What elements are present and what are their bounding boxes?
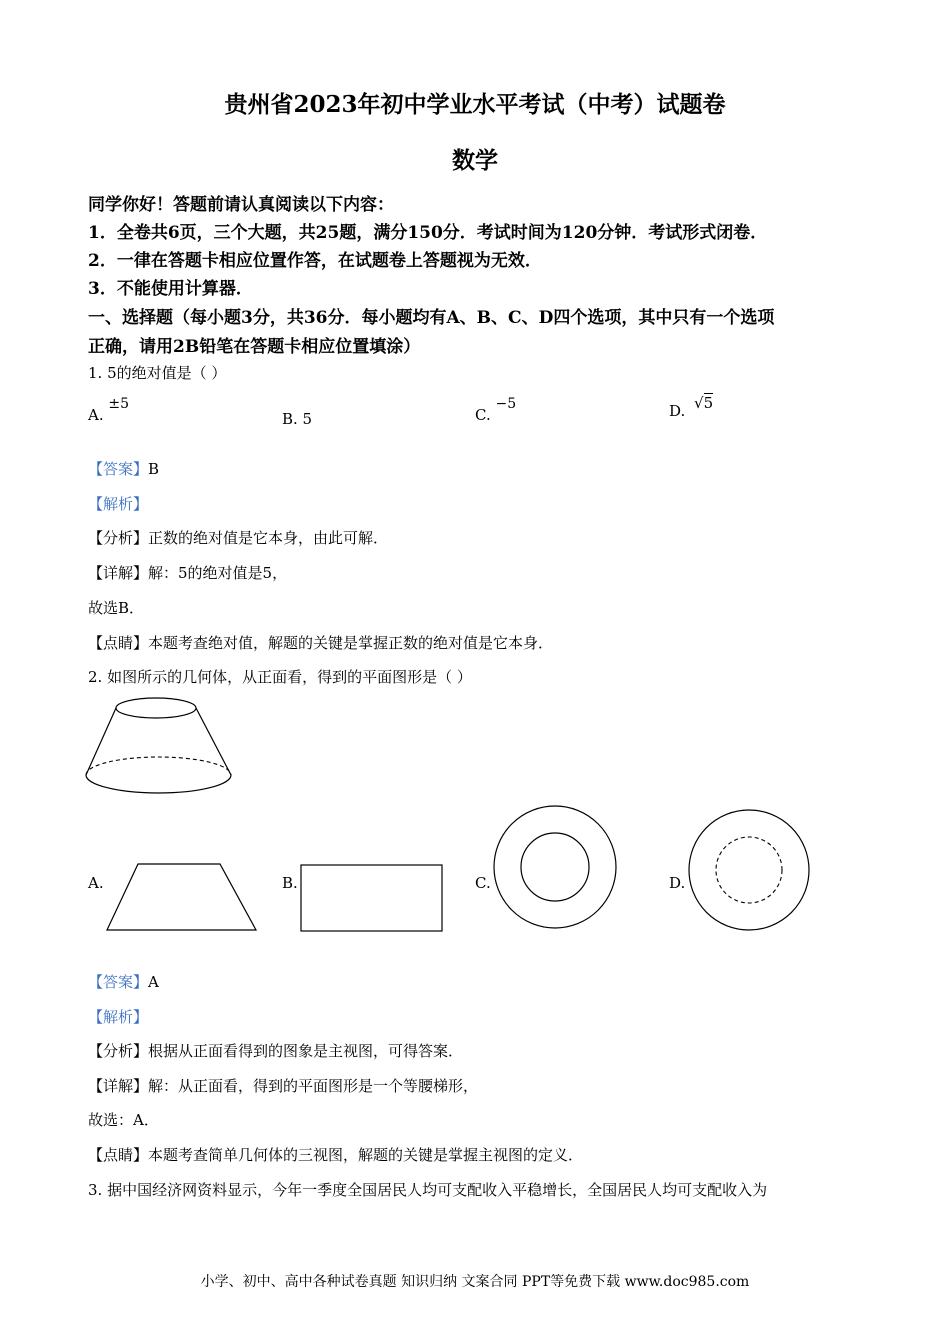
q2-dianjing [88,1144,583,1165]
frustum-bottom-back-dashed [86,757,231,775]
frustum-left-edge [86,708,116,775]
option-value: ±5 [108,396,130,412]
page-footer: 小学、初中、高中各种试卷真题 知识归纳 文案合同 PPT等免费下载 www.doc985.com [200,1274,750,1290]
q1-dianjing [88,632,553,653]
question-2-stem: 2. 如图所示的几何体，从正面看，得到的平面图形是（ ） [88,668,472,686]
answer-tag: 【答案】 [88,460,149,478]
q1-option-b[interactable]: B. 5 [282,410,313,428]
q1-answer [88,458,159,479]
dianjing-text: 本题考查简单几何体的三视图，解题的关键是掌握主视图的定义． [148,1146,584,1164]
fenxi-tag: 【分析】 [88,529,149,547]
inner-dashed-circle [716,837,782,903]
q2-option-b-label[interactable]: B. [282,874,298,892]
dianjing-tag: 【点睛】 [88,634,149,652]
q1-option-a[interactable] [88,396,130,424]
q2-xiangjie [88,1075,478,1096]
xiangjie-text: 解：5的绝对值是5， [148,564,288,582]
subject-title: 数学 [452,147,498,174]
q2-fenxi [88,1040,463,1061]
instruction-item: 1．全卷共6页，三个大题，共25题，满分150分．考试时间为120分钟．考试形式闭卷． [88,223,768,243]
option-label: C. [475,406,491,424]
rectangle-figure[interactable] [300,864,445,934]
sqrt-icon: √ [694,394,704,412]
q2-option-c-label[interactable]: C. [475,874,491,892]
outer-circle [494,806,616,928]
option-value: −5 [495,396,517,412]
section-heading: 一、选择题（每小题3分，共36分．每小题均有A、B、C、D四个选项，其中只有一个选项 [88,308,775,328]
frustum-bottom-front [86,775,231,793]
q2-conclusion: 故选：A． [88,1111,159,1129]
xiangjie-tag: 【详解】 [88,1077,149,1095]
q1-option-c[interactable] [475,396,517,424]
q2-option-a-label[interactable]: A. [88,874,104,892]
fenxi-text: 根据从正面看得到的图象是主视图，可得答案． [148,1042,464,1060]
outer-circle [689,810,809,930]
inner-circle [521,833,589,901]
answer-value: B [148,460,160,478]
xiangjie-text: 解：从正面看，得到的平面图形是一个等腰梯形， [148,1077,479,1095]
dianjing-tag: 【点睛】 [88,1146,149,1164]
sqrt-expression [694,394,713,412]
frustum-figure [85,696,235,796]
frustum-right-edge [196,708,231,775]
q2-option-d-label[interactable]: D. [669,874,686,892]
concentric-circles-dashed-figure[interactable] [687,808,811,932]
answer-value: A [148,973,159,991]
q2-analysis-tag: 【解析】 [88,1008,149,1026]
q2-answer [88,971,159,992]
section-heading-cont: 正确，请用2B铅笔在答题卡相应位置填涂） [88,337,421,357]
question-3-stem: 3. 据中国经济网资料显示，今年一季度全国居民人均可支配收入平稳增长，全国居民人均可支配收入为 [88,1181,768,1199]
q1-fenxi [88,527,388,548]
sqrt-radicand: 5 [703,394,714,412]
q1-analysis-tag: 【解析】 [88,495,149,513]
trapezoid-figure[interactable] [105,863,260,933]
instructions-greeting: 同学你好！答题前请认真阅读以下内容： [88,195,394,215]
answer-tag: 【答案】 [88,973,149,991]
q1-option-d[interactable] [669,394,714,420]
question-1-stem: 1. 5的绝对值是（ ） [88,364,227,382]
rectangle-shape [301,865,442,931]
concentric-circles-solid-figure[interactable] [492,804,618,930]
q1-xiangjie [88,562,287,583]
fenxi-text: 正数的绝对值是它本身，由此可解． [148,529,389,547]
page-title: 贵州省2023年初中学业水平考试（中考）试题卷 [224,91,726,118]
dianjing-text: 本题考查绝对值，解题的关键是掌握正数的绝对值是它本身． [148,634,554,652]
option-label: A. [88,406,104,424]
option-label: D. [669,402,686,420]
frustum-top-ellipse [116,698,196,718]
instruction-item: 3．不能使用计算器． [88,279,253,299]
q1-conclusion: 故选B． [88,599,145,617]
trapezoid-shape [107,864,256,930]
xiangjie-tag: 【详解】 [88,564,149,582]
fenxi-tag: 【分析】 [88,1042,149,1060]
instruction-item: 2．一律在答题卡相应位置作答，在试题卷上答题视为无效． [88,251,542,271]
